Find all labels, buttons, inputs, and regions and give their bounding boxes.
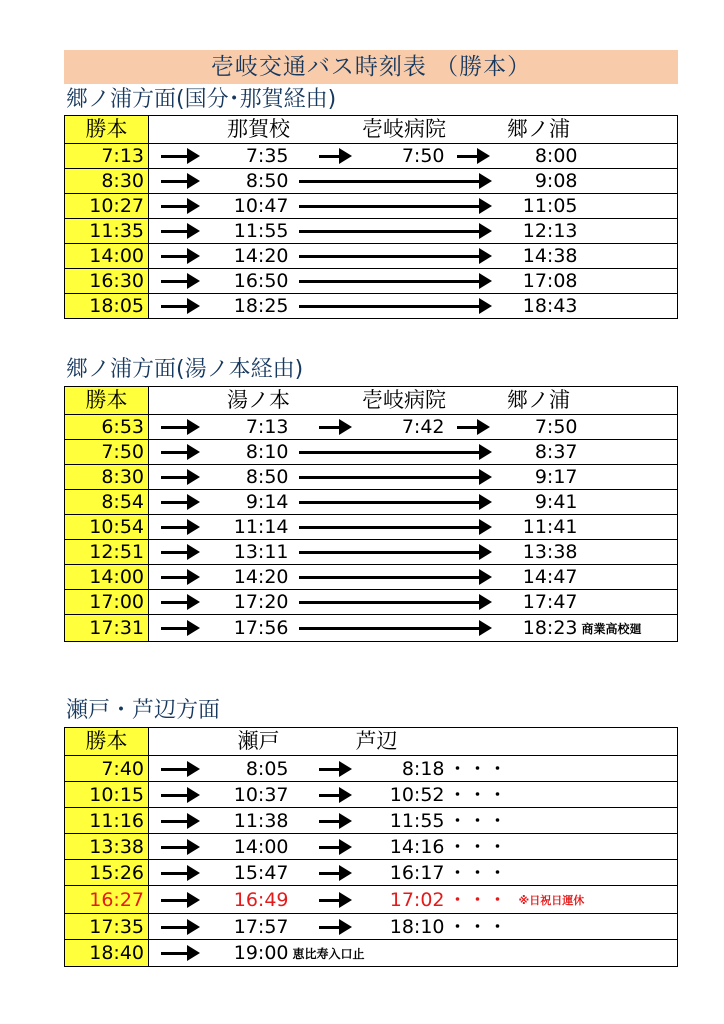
stop-time: 18:25	[209, 294, 289, 319]
departure-time: 14:00	[65, 565, 149, 590]
arrow-icon	[161, 501, 197, 504]
departure-time: 7:50	[65, 440, 149, 465]
departure-time: 15:26	[65, 860, 149, 886]
departure-time: 11:35	[65, 219, 149, 244]
stop-time: 11:55	[209, 219, 289, 244]
stop-time: 17:20	[209, 590, 289, 615]
long-arrow-icon	[299, 501, 489, 504]
timetable-gonoura-yunomoto	[64, 386, 678, 642]
departure-time: 8:54	[65, 490, 149, 515]
table-row	[65, 782, 678, 808]
departure-time: 17:35	[65, 914, 149, 940]
arrow-icon	[319, 768, 349, 771]
table-header	[65, 387, 678, 415]
arrival-time: 8:00	[500, 144, 578, 169]
header-ashibe: 芦辺	[309, 728, 445, 756]
header-seto: 瀬戸	[209, 728, 309, 756]
timetable-seto-ashibe	[64, 727, 678, 967]
departure-time: 8:30	[65, 169, 149, 194]
stop-time: 13:11	[209, 540, 289, 565]
departure-time: 7:40	[65, 756, 149, 782]
header-gonoura: 郷ノ浦	[500, 387, 578, 415]
stop-time: 17:56	[209, 615, 289, 642]
table-row	[65, 294, 678, 319]
arrow-icon	[161, 820, 197, 823]
timetable-gonoura-naka	[64, 115, 678, 319]
stop-time: 17:57	[209, 914, 289, 940]
arrival-time: 14:38	[500, 244, 578, 269]
arrow-icon	[161, 205, 197, 208]
table-row	[65, 490, 678, 515]
table-row	[65, 219, 678, 244]
departure-time: 17:31	[65, 615, 149, 642]
arrow-icon	[319, 872, 349, 875]
departure-time: 7:13	[65, 144, 149, 169]
table-row	[65, 465, 678, 490]
route-note: 商業高校廻	[581, 622, 642, 636]
continuation-dots: ・・・	[449, 837, 510, 856]
arrow-icon	[161, 180, 197, 183]
section-title-gonoura-naka: 郷ノ浦方面(国分･那賀経由)	[66, 87, 337, 112]
table-row	[65, 194, 678, 219]
table-row	[65, 269, 678, 294]
arrival-time: 9:08	[500, 169, 578, 194]
stop-time: 10:52	[359, 782, 445, 808]
departure-time: 10:27	[65, 194, 149, 219]
continuation-dots: ・・・	[449, 785, 510, 804]
long-arrow-icon	[299, 526, 489, 529]
arrow-icon	[161, 952, 197, 955]
arrow-icon	[319, 846, 349, 849]
stop-time: 10:47	[209, 194, 289, 219]
arrow-icon	[161, 576, 197, 579]
header-katsumoto: 勝本	[65, 116, 149, 144]
arrow-icon	[161, 476, 197, 479]
departure-time: 16:27	[65, 886, 149, 914]
arrival-time: 8:37	[500, 440, 578, 465]
arrow-icon	[161, 305, 197, 308]
long-arrow-icon	[299, 230, 489, 233]
stop-time: 9:14	[209, 490, 289, 515]
arrow-icon	[161, 926, 197, 929]
stop-time: 16:50	[209, 269, 289, 294]
stop-time: 14:16	[359, 834, 445, 860]
departure-time: 10:54	[65, 515, 149, 540]
table-row	[65, 940, 678, 967]
arrival-time: 17:08	[500, 269, 578, 294]
arrival-time: 17:47	[500, 590, 578, 615]
arrow-icon	[161, 601, 197, 604]
arrival-time: 7:50	[500, 415, 578, 440]
long-arrow-icon	[299, 601, 489, 604]
long-arrow-icon	[299, 280, 489, 283]
departure-time: 18:05	[65, 294, 149, 319]
arrival-time: 11:41	[500, 515, 578, 540]
arrival-time: 11:05	[500, 194, 578, 219]
long-arrow-icon	[299, 305, 489, 308]
section-title-gonoura-yunomoto: 郷ノ浦方面(湯ノ本経由)	[66, 357, 304, 382]
arrow-icon	[319, 426, 349, 429]
stop-time: 11:38	[209, 808, 289, 834]
header-naka-school: 那賀校	[209, 116, 309, 144]
long-arrow-icon	[299, 255, 489, 258]
arrow-icon	[319, 155, 349, 158]
stop-time: 8:05	[209, 756, 289, 782]
table-row	[65, 615, 678, 642]
arrow-icon	[161, 794, 197, 797]
table-row	[65, 565, 678, 590]
long-arrow-icon	[299, 576, 489, 579]
arrow-icon	[161, 768, 197, 771]
table-row-holiday-suspended	[65, 886, 678, 914]
stop-time: 11:55	[359, 808, 445, 834]
arrival-time: 18:43	[500, 294, 578, 319]
table-row	[65, 440, 678, 465]
stop-time: 8:10	[209, 440, 289, 465]
stop-time: 16:49	[209, 886, 289, 914]
long-arrow-icon	[299, 205, 489, 208]
continuation-dots: ・・・	[449, 759, 510, 778]
arrival-time: 14:47	[500, 565, 578, 590]
long-arrow-icon	[299, 451, 489, 454]
long-arrow-icon	[299, 551, 489, 554]
arrival-time: 13:38	[500, 540, 578, 565]
arrival-time: 12:13	[500, 219, 578, 244]
arrow-icon	[161, 627, 197, 630]
arrow-icon	[161, 155, 197, 158]
departure-time: 14:00	[65, 244, 149, 269]
table-row	[65, 756, 678, 782]
terminus-note: 恵比寿入口止	[292, 947, 365, 961]
departure-time: 16:30	[65, 269, 149, 294]
arrow-icon	[161, 846, 197, 849]
stop-time: 11:14	[209, 515, 289, 540]
table-row	[65, 808, 678, 834]
table-row	[65, 144, 678, 169]
arrow-icon	[457, 426, 487, 429]
arrow-icon	[161, 451, 197, 454]
table-row	[65, 914, 678, 940]
stop-time: 14:20	[209, 244, 289, 269]
header-yunomoto: 湯ノ本	[209, 387, 309, 415]
table-row	[65, 860, 678, 886]
arrow-icon	[161, 551, 197, 554]
arrow-icon	[161, 280, 197, 283]
departure-time: 13:38	[65, 834, 149, 860]
arrival-time: 9:17	[500, 465, 578, 490]
arrow-icon	[161, 526, 197, 529]
table-header	[65, 728, 678, 756]
stop-time: 18:10	[359, 914, 445, 940]
departure-time: 6:53	[65, 415, 149, 440]
departure-time: 11:16	[65, 808, 149, 834]
table-row	[65, 540, 678, 565]
departure-time: 8:30	[65, 465, 149, 490]
arrow-icon	[161, 255, 197, 258]
stop-time: 10:37	[209, 782, 289, 808]
arrow-icon	[161, 872, 197, 875]
table-row	[65, 244, 678, 269]
table-row	[65, 834, 678, 860]
stop-time: 7:50	[359, 144, 445, 169]
continuation-dots: ・・・	[449, 863, 510, 882]
long-arrow-icon	[299, 627, 489, 630]
departure-time: 18:40	[65, 940, 149, 967]
arrow-icon	[161, 899, 197, 902]
arrow-icon	[161, 426, 197, 429]
holiday-note: ※日祝日運休	[518, 894, 585, 907]
continuation-dots: ・・・	[449, 811, 510, 830]
arrival-time: 18:23	[500, 615, 578, 642]
stop-time: 7:42	[359, 415, 445, 440]
table-row	[65, 590, 678, 615]
stop-time: 16:17	[359, 860, 445, 886]
header-iki-hospital: 壱岐病院	[309, 387, 500, 415]
arrow-icon	[319, 926, 349, 929]
stop-time: 15:47	[209, 860, 289, 886]
table-row	[65, 169, 678, 194]
page-title: 壱岐交通バス時刻表 （勝本）	[64, 50, 678, 84]
arrow-icon	[319, 794, 349, 797]
arrow-icon	[319, 820, 349, 823]
header-gonoura: 郷ノ浦	[500, 116, 578, 144]
arrow-icon	[319, 899, 349, 902]
stop-time: 7:35	[209, 144, 289, 169]
continuation-dots: ・・・	[449, 890, 510, 909]
continuation-dots: ・・・	[449, 917, 510, 936]
stop-time: 7:13	[209, 415, 289, 440]
long-arrow-icon	[299, 180, 489, 183]
table-row	[65, 415, 678, 440]
long-arrow-icon	[299, 476, 489, 479]
departure-time: 10:15	[65, 782, 149, 808]
arrow-icon	[457, 155, 487, 158]
table-header	[65, 116, 678, 144]
section-title-seto-ashibe: 瀬戸・芦辺方面	[66, 698, 221, 723]
header-katsumoto: 勝本	[65, 728, 149, 756]
table-row	[65, 515, 678, 540]
departure-time: 17:00	[65, 590, 149, 615]
stop-time: 19:00	[209, 940, 289, 967]
arrival-time: 9:41	[500, 490, 578, 515]
stop-time: 17:02	[359, 886, 445, 914]
header-katsumoto: 勝本	[65, 387, 149, 415]
header-iki-hospital: 壱岐病院	[309, 116, 500, 144]
stop-time: 8:50	[209, 169, 289, 194]
stop-time: 8:18	[359, 756, 445, 782]
arrow-icon	[161, 230, 197, 233]
stop-time: 8:50	[209, 465, 289, 490]
departure-time: 12:51	[65, 540, 149, 565]
stop-time: 14:00	[209, 834, 289, 860]
stop-time: 14:20	[209, 565, 289, 590]
